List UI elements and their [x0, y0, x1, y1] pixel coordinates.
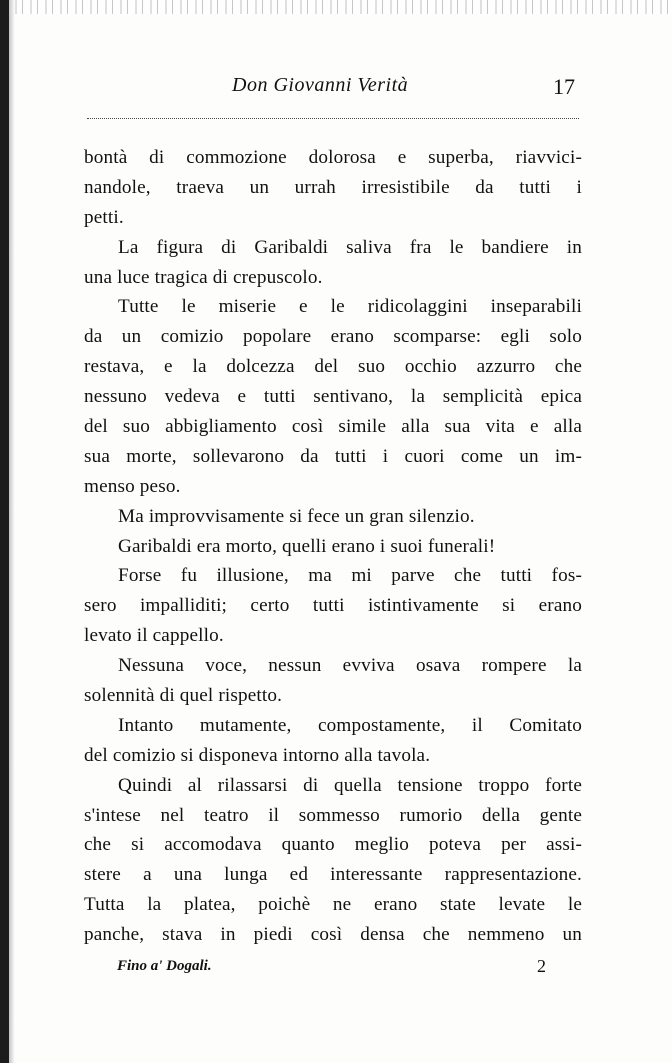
text-line: s'intese nel teatro il sommesso rumorio della gente — [84, 804, 582, 826]
running-title: Don Giovanni Verità — [232, 74, 409, 96]
header-rule — [87, 118, 579, 119]
text-line: stere a una lunga ed interessante rappresentazione. — [84, 864, 582, 886]
scan-top-edge — [0, 0, 672, 14]
text-line: una luce tragica di crepuscolo. — [84, 266, 323, 288]
text-line: che si accomodava quanto meglio poteva per assi- — [84, 834, 582, 856]
text-line: del comizio si disponeva intorno alla tavola. — [84, 744, 431, 766]
signature-number: 2 — [537, 956, 546, 976]
scan-binding-edge — [0, 0, 9, 1063]
text-line: Nessuna voce, nessun evviva osava rompere la — [118, 655, 582, 677]
text-line: Tutte le miserie e le ridicolaggini inseparabili — [118, 296, 582, 318]
text-line: nandole, traeva un urrah irresistibile da tutti i — [84, 176, 582, 198]
text-line: La figura di Garibaldi saliva fra le bandiere in — [118, 236, 582, 258]
text-line: petti. — [84, 206, 124, 228]
text-line: del suo abbigliamento così simile alla sua vita e alla — [84, 416, 582, 438]
text-line: Intanto mutamente, compostamente, il Comitato — [118, 714, 582, 736]
text-line: menso peso. — [84, 475, 181, 497]
text-line: da un comizio popolare erano scomparse: egli solo — [84, 326, 582, 348]
text-line: levato il cappello. — [84, 625, 224, 647]
text-line: Forse fu illusione, ma mi parve che tutti fos- — [118, 565, 582, 587]
text-line: bontà di commozione dolorosa e superba, riavvici- — [84, 147, 582, 168]
scan-binding-shadow — [9, 0, 15, 1063]
running-head — [0, 74, 672, 104]
text-line: Quindi al rilassarsi di quella tensione troppo forte — [118, 774, 582, 796]
text-line: sero impalliditi; certo tutti istintivamente si erano — [84, 595, 582, 617]
body-text — [84, 143, 582, 950]
text-line: Tutta la platea, poichè ne erano state levate le — [84, 894, 582, 916]
text-line: sua morte, sollevarono da tutti i cuori come un im- — [84, 445, 582, 467]
text-line: Ma improvvisamente si fece un gran silenzio. — [118, 505, 475, 527]
text-line: nessuno vedeva e tutti sentivano, la semplicità epica — [84, 386, 582, 408]
text-line: solennità di quel rispetto. — [84, 685, 283, 707]
text-line: Garibaldi era morto, quelli erano i suoi funerali! — [118, 535, 496, 557]
text-line: panche, stava in piedi così densa che nemmeno un — [84, 924, 582, 946]
text-line: restava, e la dolcezza del suo occhio azzurro che — [84, 356, 582, 378]
page-footer — [0, 958, 672, 988]
page-number: 17 — [553, 74, 575, 99]
printer-signature-mark: Fino a' Dogali. — [117, 958, 212, 974]
